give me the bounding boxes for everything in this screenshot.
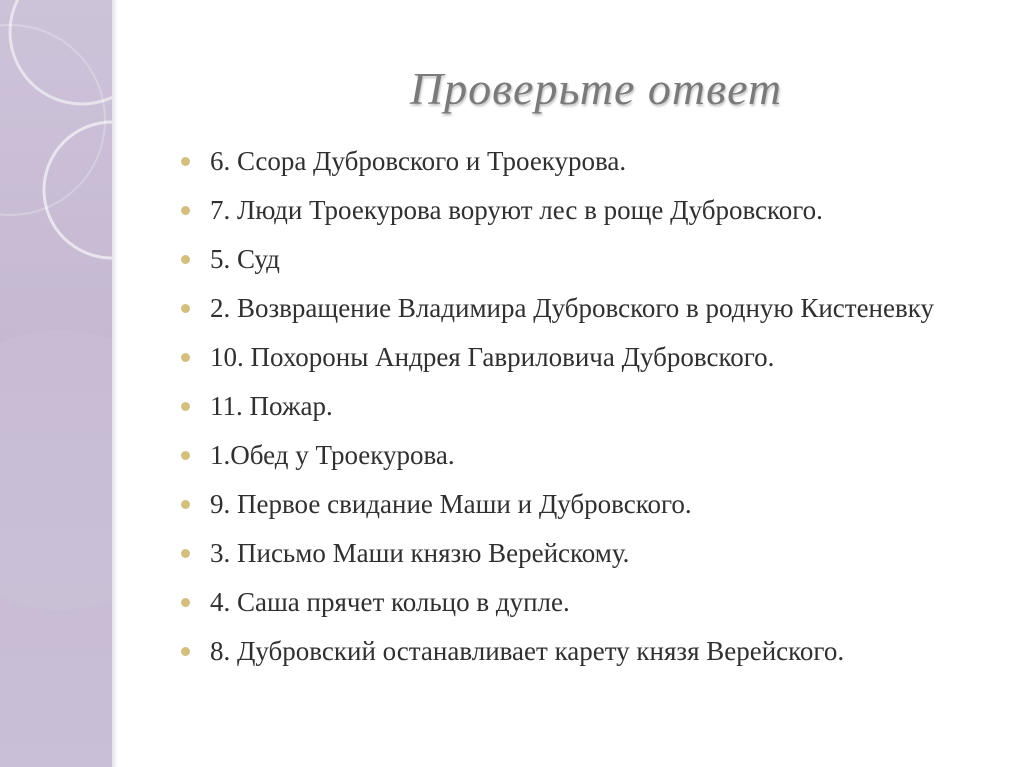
bullet-icon	[181, 157, 190, 166]
list-item	[181, 241, 1001, 278]
list-item-text: 4. Саша прячет кольцо в дупле.	[210, 587, 570, 617]
list-item	[181, 437, 1001, 474]
band-edge-shadow	[112, 0, 118, 767]
bullet-icon	[181, 500, 190, 509]
bullet-icon	[181, 402, 190, 411]
list-item-text: 7. Люди Троекурова воруют лес в роще Дубровского.	[210, 195, 823, 225]
decorative-side-band	[0, 0, 112, 767]
bullet-icon	[181, 549, 190, 558]
list-item	[181, 535, 1001, 572]
list-item-text: 2. Возвращение Владимира Дубровского в родную Кистеневку	[210, 293, 934, 323]
list-item	[181, 192, 1001, 229]
list-item	[181, 143, 1001, 180]
list-item	[181, 290, 1001, 327]
answer-list	[181, 143, 1001, 682]
list-item	[181, 486, 1001, 523]
bullet-icon	[181, 353, 190, 362]
list-item-text: 11. Пожар.	[210, 391, 333, 421]
list-item-text: 1.Обед у Троекурова.	[210, 440, 455, 470]
slide-title: Проверьте ответ	[409, 63, 783, 114]
bullet-icon	[181, 255, 190, 264]
list-item-text: 6. Ссора Дубровского и Троекурова.	[210, 146, 627, 176]
list-item-text: 9. Первое свидание Маши и Дубровского.	[210, 489, 692, 519]
list-item-text: 8. Дубровский останавливает карету князя Верейского.	[210, 636, 845, 666]
bullet-icon	[181, 598, 190, 607]
list-item	[181, 584, 1001, 621]
list-item	[181, 339, 1001, 376]
list-item	[181, 388, 1001, 425]
list-item-text: 5. Суд	[210, 244, 280, 274]
list-item-text: 10. Похороны Андрея Гавриловича Дубровского.	[210, 342, 775, 372]
bullet-icon	[181, 206, 190, 215]
bullet-icon	[181, 304, 190, 313]
bullet-icon	[181, 647, 190, 656]
bullet-icon	[181, 451, 190, 460]
decorative-circles	[0, 0, 112, 767]
list-item-text: 3. Письмо Маши князю Верейскому.	[210, 538, 630, 568]
list-item	[181, 633, 1001, 670]
